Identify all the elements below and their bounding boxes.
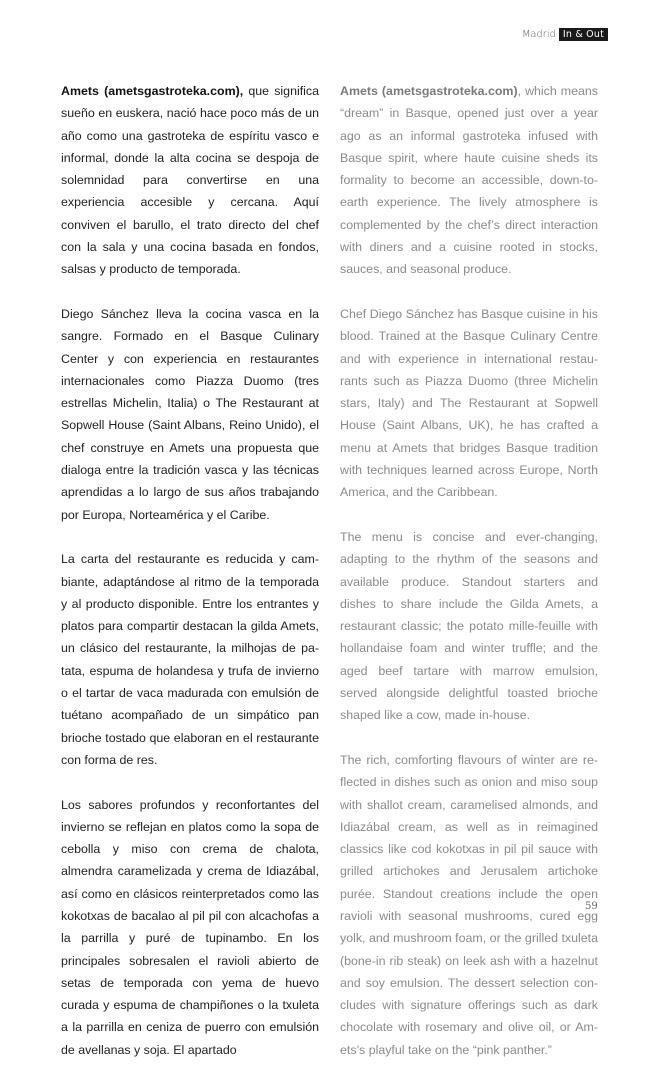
header-brand-badge: In & Out	[559, 28, 608, 41]
spanish-lead-bold: Amets (ametsgastroteka.com),	[61, 84, 244, 98]
english-paragraph-1-text: , which means “dream” in Basque, opened just over a year ago as an informal gastroteka infused with Basque spirit, where haute cuisine sheds its formality to become an accessible, down-to-earth experience. The lively atmosphere is complemented by the chef’s direct interaction with diners and a cuisine rooted in stocks, sauces, and seasonal produce.	[340, 84, 598, 277]
english-column	[340, 80, 598, 1083]
english-paragraph-1	[340, 80, 598, 281]
english-paragraph-3: The menu is concise and ever-changing, adapting to the rhythm of the seasons and available produce. Standout starters and dishes to share include the Gilda Amets, a restaurant classic; the potato mille-feuille with hollandaise foam and winter truffle; and the aged beef tartare with marrow emulsion, served alongside delightful toasted brioche shaped like a cow, made in-house.	[340, 529, 598, 723]
spanish-paragraph-4: Los sabores profundos y reconfortantes del invierno se reflejan en platos como la sopa de cebolla y miso con crema de chalota, almendra caramelizada y crema de Idiazábal, así como en clásicos reinterpretados como las kokotxas de bacalao al pil pil con alcachofas a la parrilla y puré de tupinambo. En los principales sobresalen el ravioli abierto de setas de temporada con yema de huevo curada y espuma de champiñones o la txuleta a la parrilla en ceniza de puerro con emulsión de avellanas y soja. El apartado	[61, 797, 319, 1057]
spanish-paragraph-1-text: que significa sueño en euskera, nació hace poco más de un año como una gastroteka de espíritu vasco e informal, donde la alta cocina se despoja de solemnidad para convertirse en una experiencia accesible y cercana. Aquí conviven el barullo, el trato directo del chef con la sala y una cocina basada en fondos, salsas y producto de temporada.	[61, 84, 319, 277]
spanish-paragraph-3: La carta del restaurante es reducida y cambiante, adaptándose al ritmo de la temporada y al producto disponible. Entre los entrantes y platos para compartir destacan la gilda Amets, un clásico del restaurante, la milhojas de patata, espuma de holandesa y trufa de invierno o el tartar de vaca madurada con emulsión de tuétano acompañado de un simpático pan brioche tostado que elaboran en el restaurante con forma de res.	[61, 552, 319, 767]
english-lead-bold: Amets (ametsgastroteka.com)	[340, 84, 518, 98]
running-header	[522, 28, 608, 41]
english-paragraph-4: The rich, comforting flavours of winter are reflected in dishes such as onion and miso soup with shallot cream, caramelised almonds, and Idiazábal cream, as well as in reimagined classics like cod kokotxas in pil pil sauce with grilled artichokes and Jerusalem artichoke purée. Standout creations include the open ravioli with seasonal mushrooms, cured egg yolk, and mushroom foam, or the grilled txuleta (bone-in rib steak) on leek ash with a hazelnut and soy emulsion. The dessert selection concludes with signature offerings such as dark chocolate with rosemary and olive oil, or Amets’s playful take on the “pink panther.”	[340, 752, 598, 1057]
spanish-column	[61, 80, 319, 1083]
header-city: Madrid	[522, 29, 556, 40]
page-number: 59	[585, 901, 598, 912]
spanish-paragraph-2: Diego Sánchez lleva la cocina vasca en la sangre. Formado en el Basque Culinary Center y con experiencia en restaurantes internacionales como Piazza Duomo (tres estrellas Michelin, Italia) o The Restaurant at Sopwell House (Saint Albans, Reino Unido), el chef construye en Amets una propuesta que dialoga entre la tradición vasca y las técnicas aprendidas a lo largo de sus años trabajando por Europa, Norteamérica y el Caribe.	[61, 306, 319, 522]
spanish-paragraph-1	[61, 80, 319, 281]
english-paragraph-2: Chef Diego Sánchez has Basque cuisine in his blood. Trained at the Basque Culinary Centre and with experience in international restaurants such as Piazza Duomo (three Michelin stars, Italy) and The Restaurant at Sopwell House (Saint Albans, UK), he has crafted a menu at Amets that bridges Basque tradition with techniques learned across Europe, North America, and the Caribbean.	[340, 306, 598, 500]
